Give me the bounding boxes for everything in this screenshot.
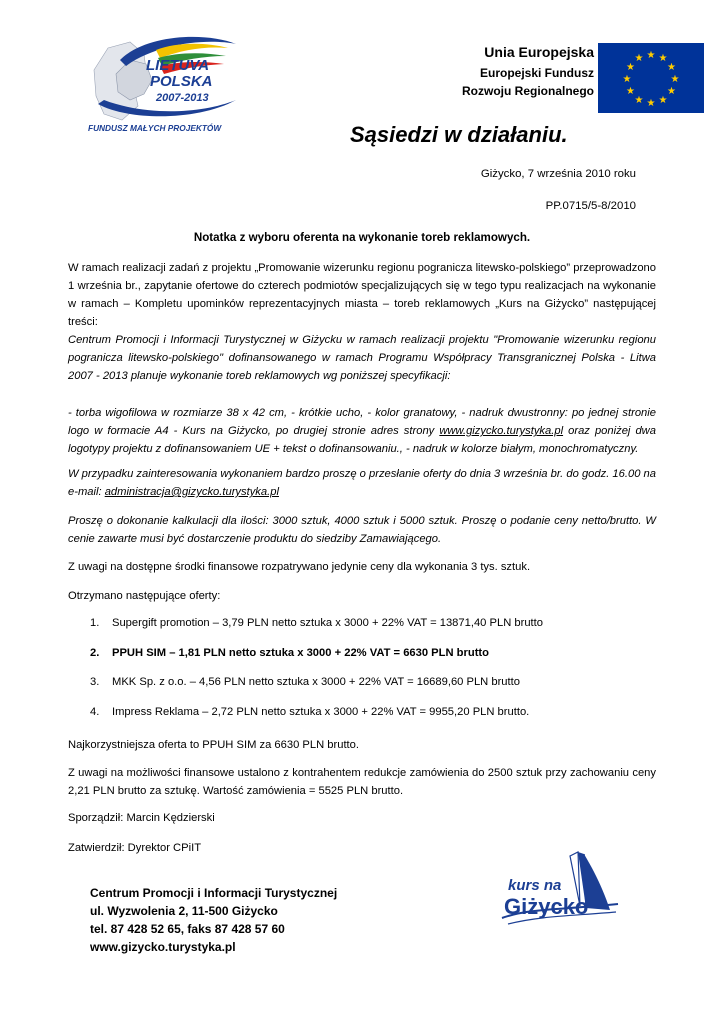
- offer-item: [90, 676, 520, 688]
- website-link[interactable]: www.gizycko.turystyka.pl: [439, 425, 564, 437]
- logo-gizycko-text: Giżycko: [504, 894, 589, 919]
- document-title: Notatka z wyboru oferenta na wykonanie toreb reklamowych.: [193, 231, 531, 244]
- offer-item: [90, 617, 543, 629]
- offer-text: Impress Reklama – 2,72 PLN netto sztuka x 3000 + 22% VAT = 9955,20 PLN brutto.: [112, 706, 530, 718]
- logo-caption-text: FUNDUSZ MAŁYCH PROJEKTÓW: [88, 123, 222, 133]
- eu-star-icon: ★: [667, 62, 676, 73]
- eu-line-2: Europejski Fundusz: [479, 65, 594, 80]
- eu-heading: [462, 42, 594, 101]
- quote-paragraph-1: Centrum Promocji i Informacji Turystycznej w Giżycku w ramach realizacji projektu "Promowanie wizerunku regionu pogranicza litewsko-polskiego" dofinansowanego w ramach Programu Współpracy Transgranicznej Polska - Litwa 2007 - 2013 planuje wykonanie toreb reklamowych wg poniższej specyfikacji:: [68, 334, 656, 382]
- offer-number: 3.: [90, 676, 100, 688]
- offer-item: [90, 706, 529, 718]
- eu-star-icon: ★: [622, 74, 632, 85]
- quote-paragraph-2: [68, 404, 656, 458]
- footer-address: [90, 884, 337, 956]
- lietuva-polska-logo: [86, 30, 246, 135]
- eu-star-icon: ★: [670, 74, 680, 85]
- logo-years-text: 2007-2013: [156, 92, 209, 104]
- offer-text: PPUH SIM – 1,81 PLN netto sztuka x 3000 + 22% VAT = 6630 PLN brutto: [112, 647, 489, 659]
- eu-star-icon: ★: [626, 86, 635, 97]
- eu-star-icon: ★: [658, 95, 668, 106]
- eu-star-icon: ★: [658, 53, 668, 64]
- best-offer-note: Najkorzystniejsza oferta to PPUH SIM za 6630 PLN brutto.: [68, 739, 360, 751]
- eu-star-icon: ★: [646, 98, 656, 109]
- eu-star-icon: ★: [634, 95, 644, 106]
- prepared-by: Sporządził: Marcin Kędzierski: [68, 812, 215, 824]
- footer-line-1: Centrum Promocji i Informacji Turystycznej: [90, 886, 338, 900]
- offer-text: Supergift promotion – 3,79 PLN netto sztuka x 3000 + 22% VAT = 13871,40 PLN brutto: [112, 617, 543, 629]
- quote-3-text: W przypadku zainteresowania wykonaniem bardzo proszę o przesłanie oferty do dnia 3 września br. do godz. 16.00 na e-mail:: [68, 468, 656, 498]
- email-link[interactable]: administracja@gizycko.turystyka.pl: [104, 486, 279, 498]
- intro-paragraph: W ramach realizacji zadań z projektu „Promowanie wizerunku regionu pogranicza litewsko-polskiego” przeprowadzono 1 września br., zapytanie ofertowe do czterech podmiotów specjalizujących się w tego typu realizacjach na wykonanie w ramach – Kompletu upominków reprezentacyjnych miasta – toreb reklamowych „Kurs na Giżycko” następującej treści:: [68, 262, 656, 328]
- footer-line-4: www.gizycko.turystyka.pl: [90, 940, 236, 954]
- offer-text: MKK Sp. z o.o. – 4,56 PLN netto sztuka x 3000 + 22% VAT = 16689,60 PLN brutto: [112, 676, 520, 688]
- logo-kurs-na-text: kurs na: [508, 877, 562, 894]
- eu-flag: [598, 43, 704, 113]
- offer-number: 2.: [90, 647, 100, 659]
- document-date: Giżycko, 7 września 2010 roku: [480, 168, 636, 180]
- budget-note: Z uwagi na dostępne środki finansowe rozpatrywano jedynie ceny dla wykonania 3 tys. sztuk.: [68, 561, 531, 573]
- offers-intro: Otrzymano następujące oferty:: [68, 590, 221, 602]
- footer-line-2: ul. Wyzwolenia 2, 11-500 Giżycko: [90, 904, 278, 918]
- offer-number: 1.: [90, 617, 100, 629]
- slogan: Sąsiedzi w działaniu.: [350, 122, 568, 147]
- eu-star-icon: ★: [667, 86, 676, 97]
- logo-polska-text: POLSKA: [150, 73, 213, 90]
- footer-line-3: tel. 87 428 52 65, faks 87 428 57 60: [90, 922, 285, 936]
- reduction-note: Z uwagi na możliwości finansowe ustalono z kontrahentem redukcje zamówienia do 2500 sztuk przy zachowaniu ceny 2,21 PLN brutto za sztukę. Wartość zamówienia = 5525 PLN brutto.: [68, 767, 656, 797]
- approved-by: Zatwierdził: Dyrektor CPiIT: [68, 842, 202, 854]
- eu-star-icon: ★: [646, 50, 656, 61]
- eu-line-3: Rozwoju Regionalnego: [462, 84, 594, 99]
- quote-2-text-b: oraz poniżej dwa logotypy projektu z dofinansowaniem UE + tekst o dofinansowaniu., - nadruk w kolorze białym, monochromatyczny.: [68, 425, 656, 455]
- offer-item-selected: [90, 647, 489, 659]
- logo-lietuva-text: LIETUVA: [146, 57, 210, 74]
- document-reference: PP.0715/5-8/2010: [545, 200, 636, 212]
- eu-star-icon: ★: [634, 53, 644, 64]
- kurs-na-gizycko-logo: [500, 848, 624, 934]
- eu-star-icon: ★: [626, 62, 635, 73]
- quote-2-text-a: - torba wigofilowa w rozmiarze 38 x 42 cm, - krótkie ucho, - kolor granatowy, - nadruk dwustronny: po jednej stronie logo w formacie A4 - Kurs na Giżycko, po drugiej stronie adres strony: [68, 407, 656, 437]
- quote-paragraph-4: Proszę o dokonanie kalkulacji dla ilości: 3000 sztuk, 4000 sztuk i 5000 sztuk. Proszę o podanie ceny netto/brutto. W cenie zawarte musi być dostarczenie produktu do siedziby Zamawiającego.: [68, 515, 656, 545]
- eu-line-1: Unia Europejska: [484, 44, 594, 60]
- quote-paragraph-3: [68, 465, 656, 501]
- offer-number: 4.: [90, 706, 100, 718]
